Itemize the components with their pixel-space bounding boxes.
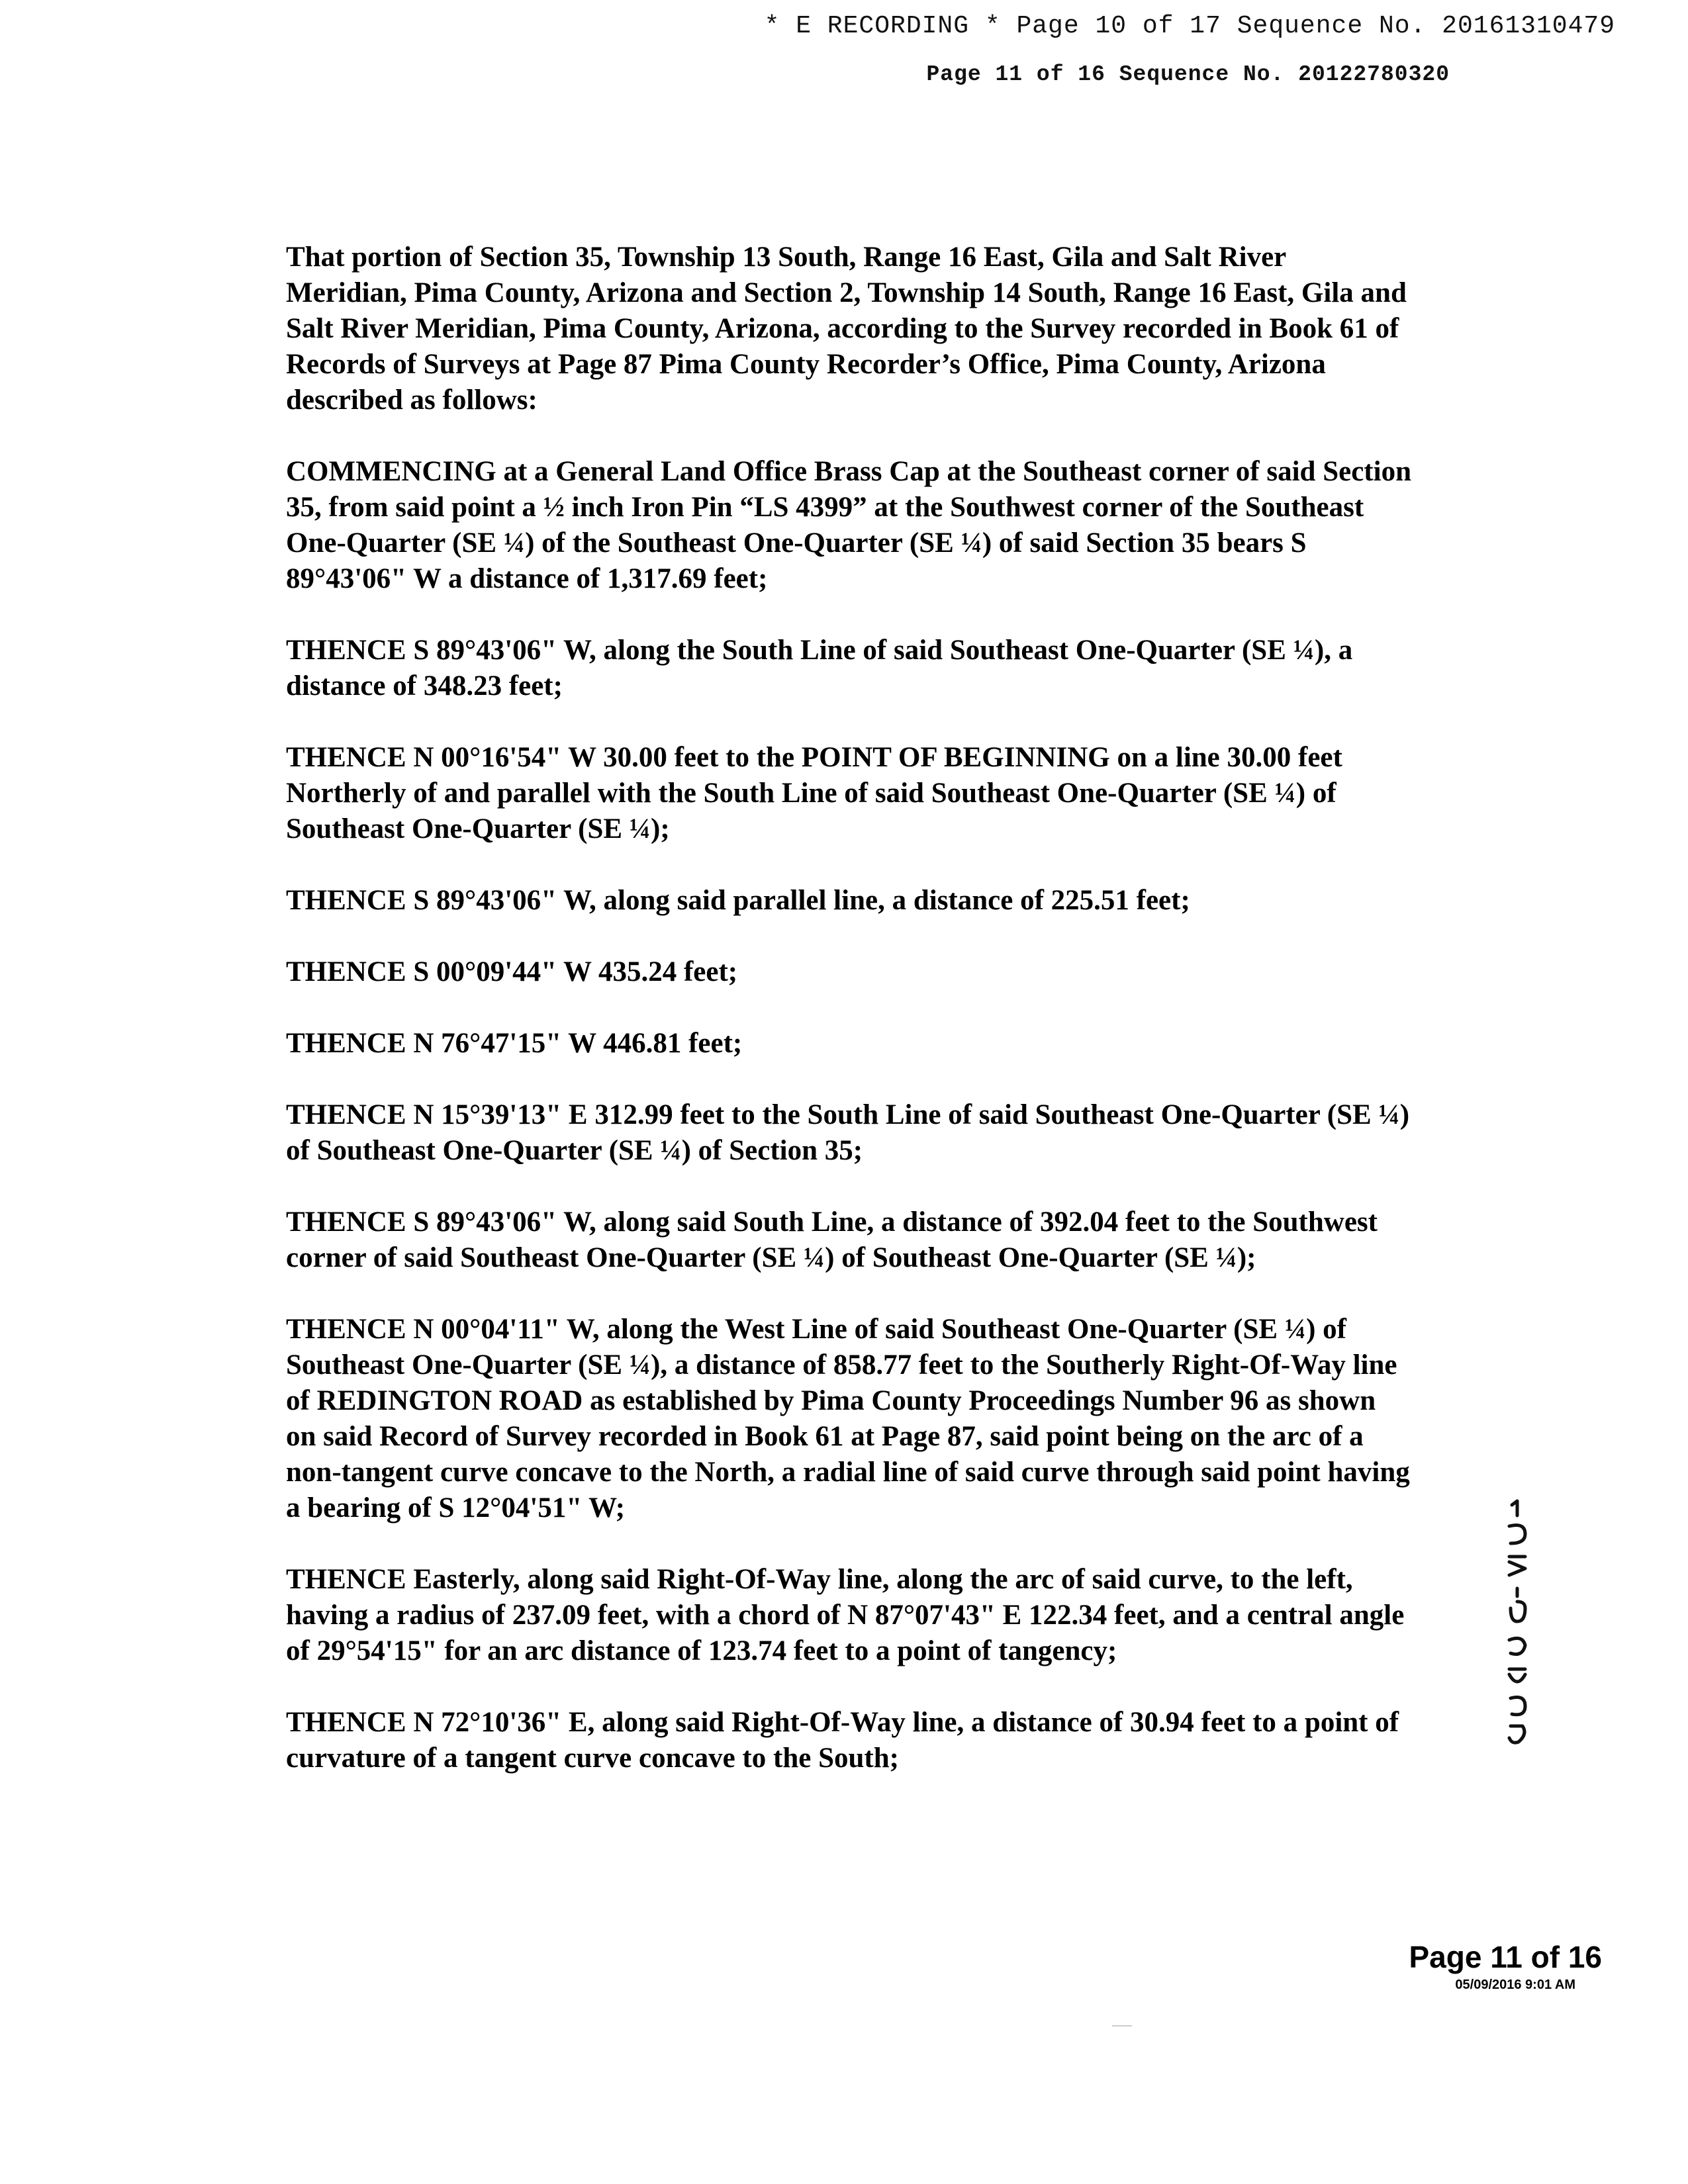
paragraph-thence-6: THENCE N 15°39'13" E 312.99 feet to the South Line of said Southeast One-Quarter (SE ¼) of Southeast One-Quarter (SE ¼) of Section 35;: [286, 1099, 1410, 1166]
handwritten-stamp-icon: [1503, 1496, 1532, 1747]
paragraph-thence-10: THENCE N 72°10'36" E, along said Right-Of-Way line, a distance of 30.94 feet to a point of curvature of a tangent curve concave to the South;: [286, 1707, 1399, 1774]
paragraph-thence-8: THENCE N 00°04'11" W, along the West Line of said Southeast One-Quarter (SE ¼) of Southeast One-Quarter (SE ¼), a distance of 858.77 feet to the Southerly Right-Of-Way line of REDINGTON ROAD as established by Pima County Proceedings Number 96 as shown on said Record of Survey recorded in Book 61 at Page 87, said point being on the arc of a non-tangent curve concave to the North, a radial line of said curve through said point having a bearing of S 12°04'51" W;: [286, 1314, 1410, 1524]
paragraph-thence-3: THENCE S 89°43'06" W, along said parallel line, a distance of 225.51 feet;: [286, 885, 1190, 916]
legal-description: [286, 240, 1411, 1812]
sequence-header: Page 11 of 16 Sequence No. 20122780320: [926, 62, 1450, 87]
paragraph-thence-4: THENCE S 00°09'44" W 435.24 feet;: [286, 956, 738, 987]
page-timestamp: 05/09/2016 9:01 AM: [1455, 1978, 1575, 1992]
paragraph-intro: That portion of Section 35, Township 13 South, Range 16 East, Gila and Salt River Meridian, Pima County, Arizona and Section 2, Township 14 South, Range 16 East, Gila and Salt River Meridian, Pima County, Arizona, according to the Survey recorded in Book 61 of Records of Surveys at Page 87 Pima County Recorder’s Office, Pima County, Arizona described as follows:: [286, 242, 1407, 416]
recording-header: * E RECORDING * Page 10 of 17 Sequence No. 20161310479: [764, 12, 1615, 40]
paragraph-commencing: COMMENCING at a General Land Office Brass Cap at the Southeast corner of said Section 35, from said point a ½ inch Iron Pin “LS 4399” at the Southwest corner of the Southeast One-Quarter (SE ¼) of the Southeast One-Quarter (SE ¼) of said Section 35 bears S 89°43'06" W a distance of 1,317.69 feet;: [286, 456, 1411, 594]
paragraph-thence-7: THENCE S 89°43'06" W, along said South Line, a distance of 392.04 feet to the Southwest corner of said Southeast One-Quarter (SE ¼) of Southeast One-Quarter (SE ¼);: [286, 1206, 1378, 1273]
paragraph-thence-1: THENCE S 89°43'06" W, along the South Line of said Southeast One-Quarter (SE ¼), a distance of 348.23 feet;: [286, 635, 1353, 702]
paragraph-thence-2: THENCE N 00°16'54" W 30.00 feet to the POINT OF BEGINNING on a line 30.00 feet Northerly of and parallel with the South Line of said Southeast One-Quarter (SE ¼) of Southeast One-Quarter (SE ¼);: [286, 742, 1342, 844]
paragraph-thence-9: THENCE Easterly, along said Right-Of-Way line, along the arc of said curve, to the left, having a radius of 237.09 feet, with a chord of N 87°07'43" E 122.34 feet, and a central angle of 29°54'15" for an arc distance of 123.74 feet to a point of tangency;: [286, 1564, 1405, 1666]
page-number: Page 11 of 16: [1409, 1940, 1602, 1974]
scan-artifact: [1112, 2025, 1132, 2026]
paragraph-thence-5: THENCE N 76°47'15" W 446.81 feet;: [286, 1028, 743, 1059]
